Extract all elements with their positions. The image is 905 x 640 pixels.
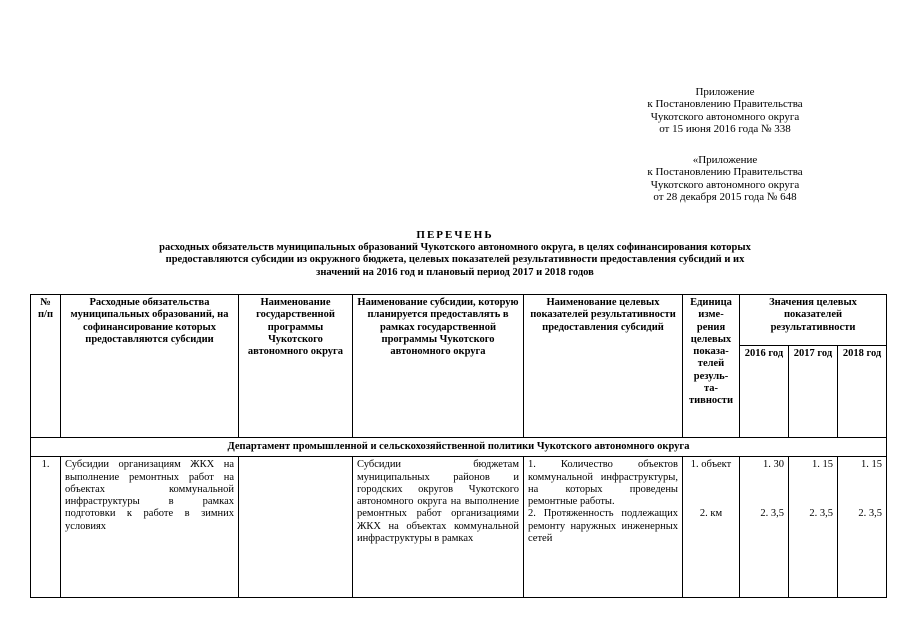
header-values: Значения целевых показателей результативности	[740, 295, 887, 346]
row-unit	[683, 457, 740, 598]
row-value-2018-1: 1. 15	[861, 459, 883, 471]
annex-original-line1: «Приложение	[692, 154, 758, 166]
annex-current-line1: Приложение	[695, 86, 755, 98]
annex-current-line4: от 15 июня 2016 года № 338	[659, 122, 791, 135]
document-title	[40, 229, 870, 279]
header-row-1	[31, 295, 887, 346]
row-num: 1.	[31, 457, 61, 598]
row-subsidy: Субсидии бюджетам муниципальных районов и городских округов Чукотского автономного округа на выполнение ремонтных работ организациями ЖКХ на объектах коммунальной инфраструктуры в рамках	[353, 457, 524, 598]
row-program	[239, 457, 353, 598]
row-unit-1: 1. объект	[690, 459, 732, 471]
row-indicator-1: 1. Количество объектов коммунальной инфраструктуры, на которых проведены ремонтные работы.	[528, 459, 678, 508]
header-obligations: Расходные обязательства муниципальных образований, на софинансирование которых предоставляются субсидии	[61, 295, 239, 438]
row-value-2016-1: 1. 30	[763, 459, 784, 471]
annex-original-line3: Чукотского автономного округа	[650, 178, 800, 191]
row-obligation: Субсидии организациям ЖКХ на выполнение ремонтных работ на объектах коммунальной инфраструктуры в рамках подготовки к работе в зимних условиях	[61, 457, 239, 598]
header-indicators: Наименование целевых показателей результативности предоставления субсидий	[524, 295, 683, 438]
title-heading: ПЕРЕЧЕНЬ	[416, 229, 494, 241]
row-unit-2: 2. км	[699, 507, 723, 519]
row-indicators	[524, 457, 683, 598]
title-line1: расходных обязательств муниципальных образований Чукотского автономного округа, в целях софинансирования которых	[159, 241, 751, 253]
annex-current-line3: Чукотского автономного округа	[650, 110, 800, 123]
header-year-2018: 2018 год	[838, 346, 887, 438]
subsidies-table	[30, 294, 887, 598]
annex-current-line2: к Постановлению Правительства	[647, 98, 803, 111]
annex-original-line4: от 28 декабря 2015 года № 648	[653, 190, 797, 203]
header-num: № п/п	[31, 295, 61, 438]
header-year-2016: 2016 год	[740, 346, 789, 438]
row-value-2017-1: 1. 15	[812, 459, 833, 471]
header-unit: Единица изме-рения целевых показа-телей резуль-та-тивности	[683, 295, 740, 438]
row-value-2017	[789, 457, 838, 598]
row-value-2018-2: 2. 3,5	[858, 507, 883, 519]
annex-original-line2: к Постановлению Правительства	[647, 166, 803, 179]
annex-current-block	[600, 86, 850, 135]
title-line3: значений на 2016 год и плановый период 2017 и 2018 годов	[316, 266, 594, 278]
row-value-2017-2: 2. 3,5	[809, 507, 833, 519]
header-year-2017: 2017 год	[789, 346, 838, 438]
department-row	[31, 438, 887, 457]
row-indicator-2: 2. Протяженность подлежащих ремонту наружных инженерных сетей	[528, 508, 678, 545]
table-row	[31, 457, 887, 598]
row-value-2018	[838, 457, 887, 598]
department-name: Департамент промышленной и сельскохозяйственной политики Чукотского автономного округа	[31, 438, 887, 457]
title-line2: предоставляются субсидии из окружного бюджета, целевых показателей результативности предоставления субсидий и их	[165, 254, 745, 265]
row-value-2016	[740, 457, 789, 598]
header-subsidy: Наименование субсидии, которую планируется предоставлять в рамках государственной программы Чукотского автономного округа	[353, 295, 524, 438]
annex-original-block	[600, 154, 850, 203]
header-program: Наименование государственной программы Чукотского автономного округа	[239, 295, 353, 438]
row-value-2016-2: 2. 3,5	[760, 507, 784, 519]
